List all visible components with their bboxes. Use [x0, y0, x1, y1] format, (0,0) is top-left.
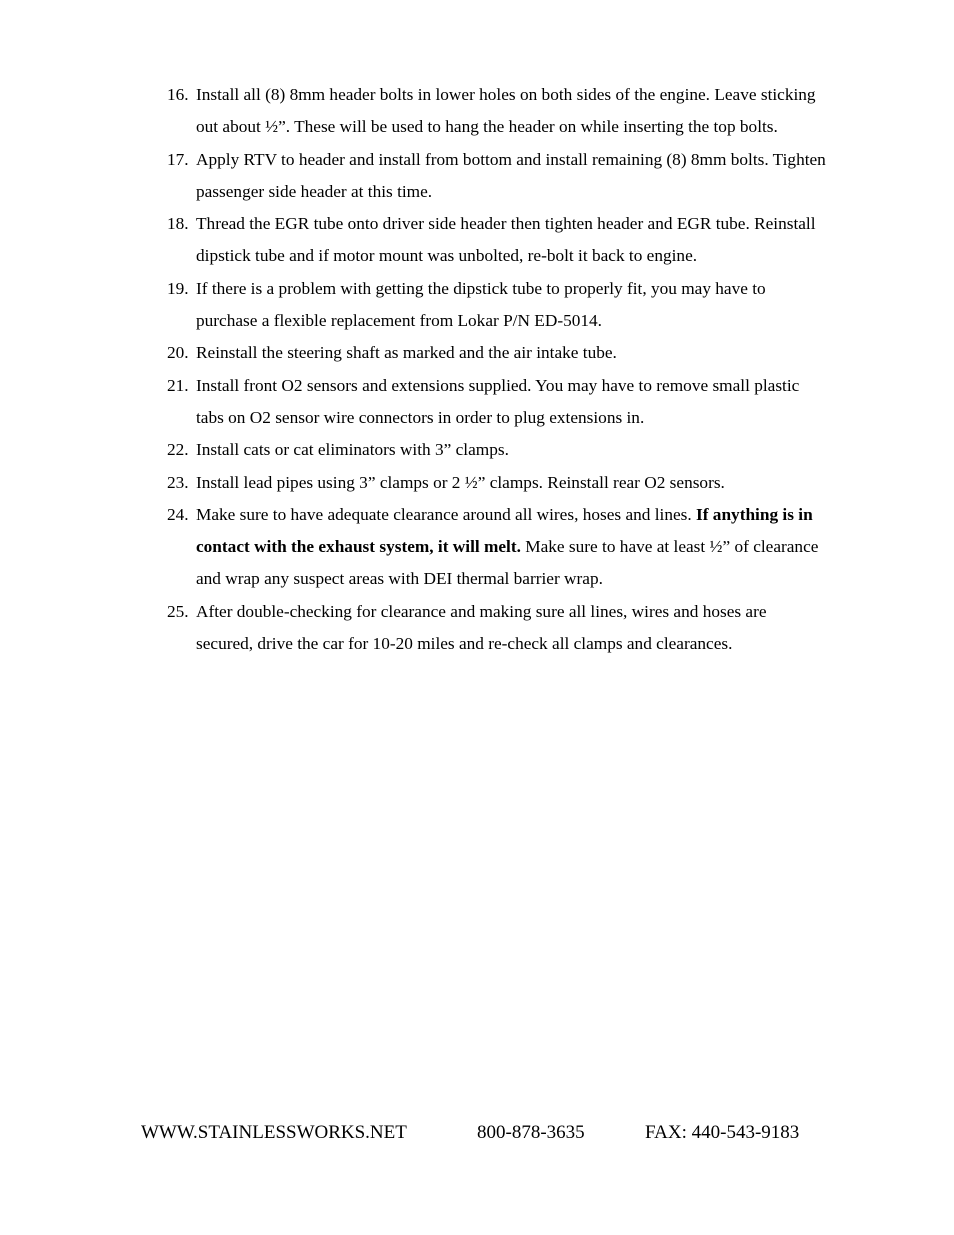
step-21: [167, 370, 827, 435]
step-25: [167, 596, 827, 661]
step-number: 23.: [167, 472, 189, 492]
step-text: Thread the EGR tube onto driver side header then tighten header and EGR tube. Reinstall dipstick tube and if motor mount was unbolted, re-bolt it back to engine.: [196, 214, 816, 266]
step-number: 20.: [167, 343, 189, 363]
step-text: Install lead pipes using 3” clamps or 2 ½” clamps. Reinstall rear O2 sensors.: [196, 472, 725, 492]
step-text: Install all (8) 8mm header bolts in lower holes on both sides of the engine. Leave sticking out about ½”. These will be used to hang the header on while inserting the top bolts.: [196, 85, 816, 137]
footer-phone: 800-878-3635: [477, 1122, 585, 1143]
step-text: Reinstall the steering shaft as marked and the air intake tube.: [196, 343, 617, 363]
step-number: 21.: [167, 375, 189, 395]
step-text: Install cats or cat eliminators with 3” clamps.: [196, 440, 509, 460]
step-number: 25.: [167, 601, 189, 621]
step-number: 24.: [167, 504, 189, 524]
step-number: 18.: [167, 214, 189, 234]
footer-fax: FAX: 440-543-9183: [645, 1122, 800, 1143]
step-24: [167, 499, 827, 596]
step-text: [196, 499, 827, 596]
step-text-after: Make sure to have at least ½” of clearance and wrap any suspect areas with DEI thermal barrier wrap.: [196, 537, 819, 589]
step-text-before: Make sure to have adequate clearance around all wires, hoses and lines.: [196, 504, 696, 524]
step-text: If there is a problem with getting the dipstick tube to properly fit, you may have to purchase a flexible replacement from Lokar P/N ED-5014.: [196, 278, 766, 331]
step-20: [167, 337, 827, 369]
step-text: After double-checking for clearance and making sure all lines, wires and hoses are secured, drive the car for 10-20 miles and re-check all clamps and clearances.: [196, 601, 767, 654]
step-number: 22.: [167, 440, 189, 460]
step-text: Install front O2 sensors and extensions supplied. You may have to remove small plastic tabs on O2 sensor wire connectors in order to plug extensions in.: [196, 375, 800, 427]
step-number: 19.: [167, 278, 189, 298]
step-text: Apply RTV to header and install from bottom and install remaining (8) 8mm bolts. Tighten passenger side header at this time.: [196, 149, 826, 201]
step-23: [167, 467, 827, 499]
instruction-list: [167, 79, 827, 660]
step-number: 16.: [167, 85, 189, 104]
step-number: 17.: [167, 149, 189, 169]
warning-text: If anything is in contact with the exhaust system, it will melt.: [196, 504, 813, 557]
step-17: [167, 144, 827, 209]
step-18: [167, 208, 827, 273]
step-16: [167, 79, 827, 144]
step-19: [167, 273, 827, 338]
footer-website: WWW.STAINLESSWORKS.NET: [141, 1122, 407, 1143]
step-22: [167, 434, 827, 466]
